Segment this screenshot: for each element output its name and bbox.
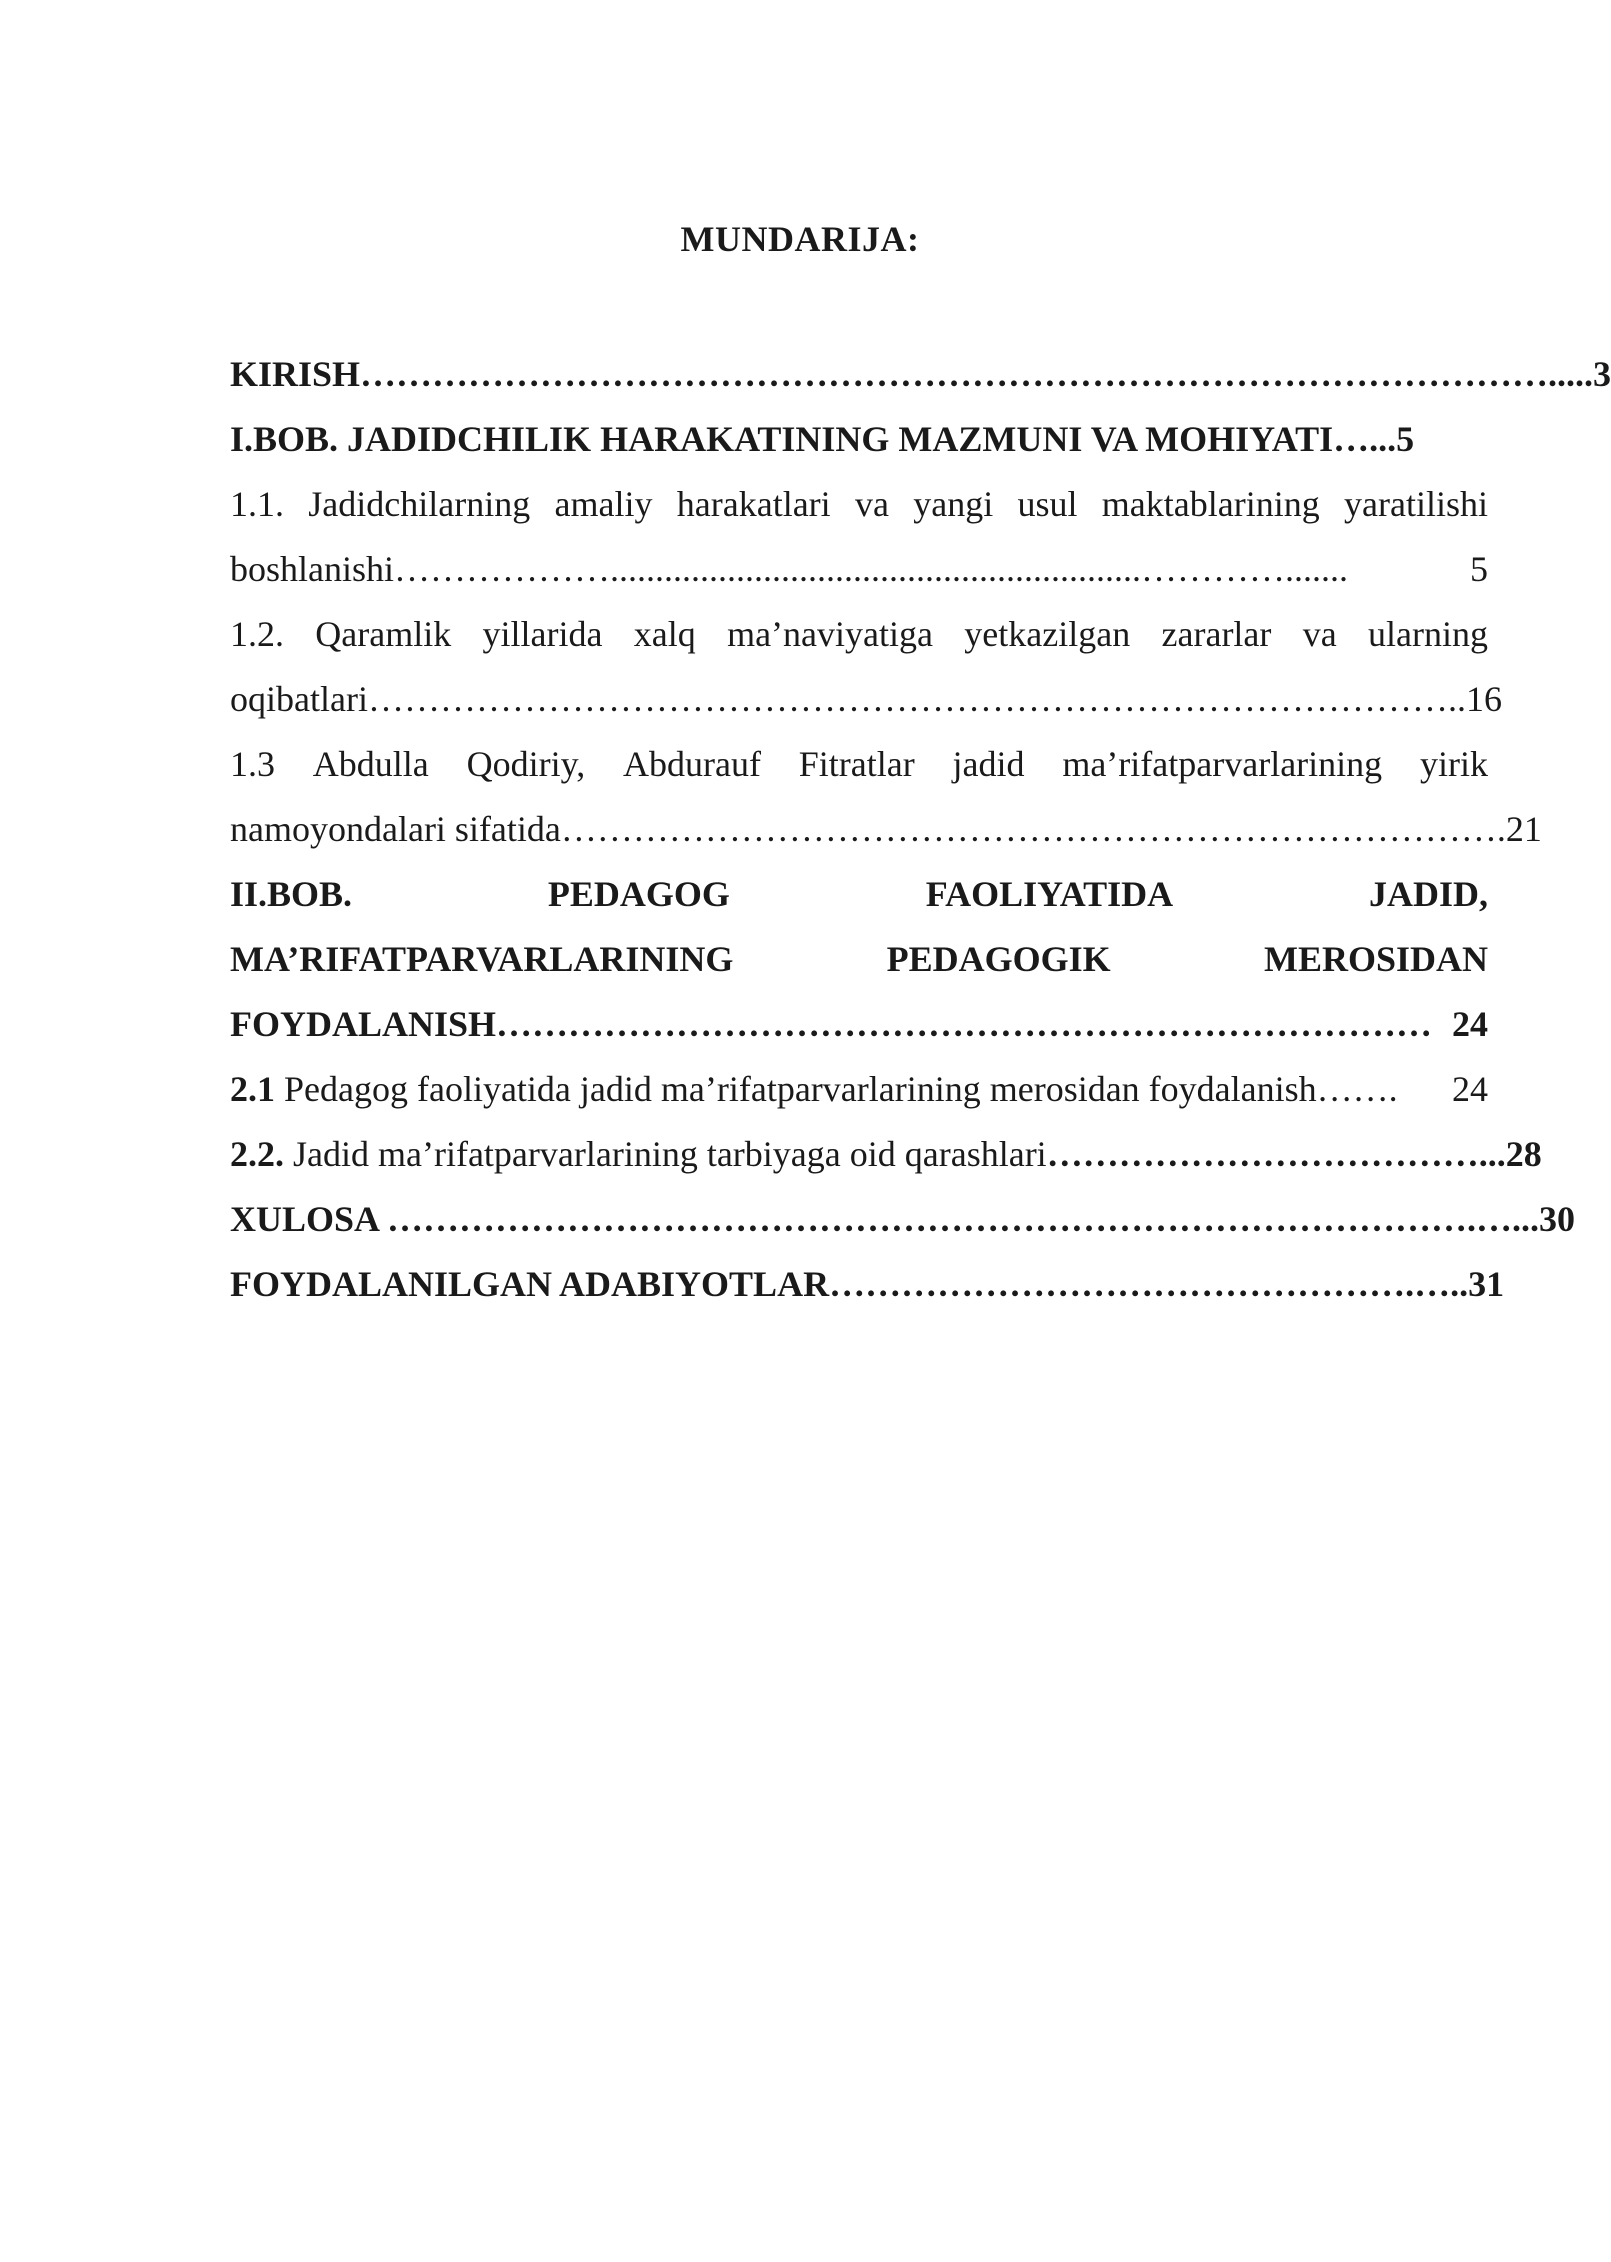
toc-word: ma’naviyatiga [727, 614, 933, 654]
toc-word: yillarida [482, 614, 603, 654]
toc-entry-xulosa[interactable] [230, 1187, 1576, 1252]
page-title: MUNDARIJA: [680, 219, 920, 259]
toc-leader-dots: ……………………………… [1046, 1134, 1479, 1174]
toc-word: Abdurauf [623, 744, 761, 784]
toc-word: va [1302, 614, 1337, 654]
toc-entry-chapter-2-line3[interactable] [230, 992, 1488, 1057]
toc-leader-dots: ……………………………………………………………………………….…. [387, 1199, 1522, 1239]
toc-word: yetkazilgan [964, 614, 1131, 654]
toc-word: yirik [1419, 744, 1488, 784]
toc-leader-dots: … [1333, 419, 1370, 459]
toc-entry-title: oqibatlari [230, 679, 368, 719]
toc-word: Abdulla [312, 744, 429, 784]
toc-word: Fitratlar [798, 744, 915, 784]
toc-entry-chapter-2-line1[interactable] [230, 862, 1488, 927]
toc-entry-1-1-line1[interactable] [230, 472, 1488, 537]
toc-entry-title: namoyondalari sifatida [230, 809, 561, 849]
toc-page-number: 24 [1452, 1004, 1488, 1044]
toc-entry-title: KIRISH [230, 354, 361, 394]
toc-word: 1.1. [230, 484, 284, 524]
toc-section-text: Jadid ma’rifatparvarlarining tarbiyaga oid qarashlari [284, 1134, 1047, 1174]
toc-page-number: ...5 [1369, 419, 1415, 459]
toc-entry-title: boshlanishi [230, 549, 395, 589]
toc-entry-references[interactable] [230, 1252, 1505, 1317]
toc-entry-chapter-1[interactable] [230, 407, 1488, 472]
toc-word: jadid [952, 744, 1025, 784]
toc-word: ma’rifatparvarlarining [1062, 744, 1383, 784]
toc-leader-dots: ……………………………………………………………………. [560, 809, 1506, 849]
toc-word: Jadidchilarning [308, 484, 531, 524]
toc-leader-dots: ………………………………………….….. [829, 1264, 1469, 1304]
toc-word: II.BOB. [230, 874, 353, 914]
toc-entry-title [230, 1057, 1317, 1122]
toc-entry-title: FOYDALANILGAN ADABIYOTLAR [230, 1264, 830, 1304]
toc-word: 1.2. [230, 614, 284, 654]
toc-entry-kirish[interactable] [230, 342, 1611, 407]
toc-entry-title: I.BOB. JADIDCHILIK HARAKATINING MAZMUNI VA MOHIYATI [230, 419, 1334, 459]
toc-leader-dots: ……………………………………………………………………………….. [367, 679, 1466, 719]
toc-word: MEROSIDAN [1263, 939, 1488, 979]
table-of-contents [230, 342, 1611, 1317]
toc-page-number: 24 [1452, 1069, 1488, 1109]
toc-entry-1-3-line1[interactable] [230, 732, 1488, 797]
toc-section-text: Pedagog faoliyatida jadid ma’rifatparvarlarining merosidan foydalanish [275, 1069, 1317, 1109]
toc-word: maktablarining [1101, 484, 1320, 524]
toc-entry-1-1-line2[interactable] [230, 537, 1488, 602]
toc-word: ularning [1367, 614, 1488, 654]
toc-word: FAOLIYATIDA [925, 874, 1174, 914]
toc-word: amaliy [554, 484, 653, 524]
toc-entry-title: XULOSA [230, 1199, 388, 1239]
toc-page-number: .....3 [1548, 354, 1611, 394]
toc-entry-chapter-2-line2[interactable] [230, 927, 1488, 992]
toc-section-number: 2.2. [230, 1134, 284, 1174]
toc-leader-dots: ……. [1316, 1069, 1398, 1109]
toc-entry-title: FOYDALANISH [230, 1004, 497, 1044]
toc-word: va [854, 484, 889, 524]
toc-entry-1-2-line2[interactable] [230, 667, 1502, 732]
toc-entry-1-2-line1[interactable] [230, 602, 1488, 667]
toc-word: MA’RIFATPARVARLARINING [230, 939, 734, 979]
toc-word: xalq [633, 614, 696, 654]
toc-word: usul [1017, 484, 1078, 524]
toc-word: Qodiriy, [466, 744, 586, 784]
toc-word: PEDAGOG [547, 874, 730, 914]
toc-page-number: 5 [1470, 549, 1488, 589]
toc-entry-1-3-line2[interactable] [230, 797, 1542, 862]
toc-entry-title [230, 1122, 1047, 1187]
toc-page-number: ...28 [1478, 1134, 1542, 1174]
toc-section-number: 2.1 [230, 1069, 275, 1109]
toc-word: PEDAGOGIK [886, 939, 1111, 979]
toc-word: 1.3 [230, 744, 275, 784]
toc-word: harakatlari [676, 484, 831, 524]
toc-page-number: 16 [1465, 679, 1502, 719]
toc-leader-dots: ………………...........................................................…………....... [394, 549, 1349, 589]
toc-word: zararlar [1161, 614, 1272, 654]
toc-leader-dots: ……………………………………………………………………………………… [360, 354, 1549, 394]
toc-word: JADID, [1368, 874, 1488, 914]
toc-leader-dots: …………………………………………………………………… [496, 1004, 1433, 1044]
toc-word: Qaramlik [315, 614, 452, 654]
toc-entry-2-1[interactable] [230, 1057, 1488, 1122]
toc-page-number: 31 [1468, 1264, 1505, 1304]
toc-word: yangi [913, 484, 994, 524]
toc-page-number: 21 [1505, 809, 1542, 849]
toc-word: yaratilishi [1344, 484, 1488, 524]
toc-entry-2-2[interactable] [230, 1122, 1542, 1187]
toc-page-number: ..30 [1521, 1199, 1576, 1239]
